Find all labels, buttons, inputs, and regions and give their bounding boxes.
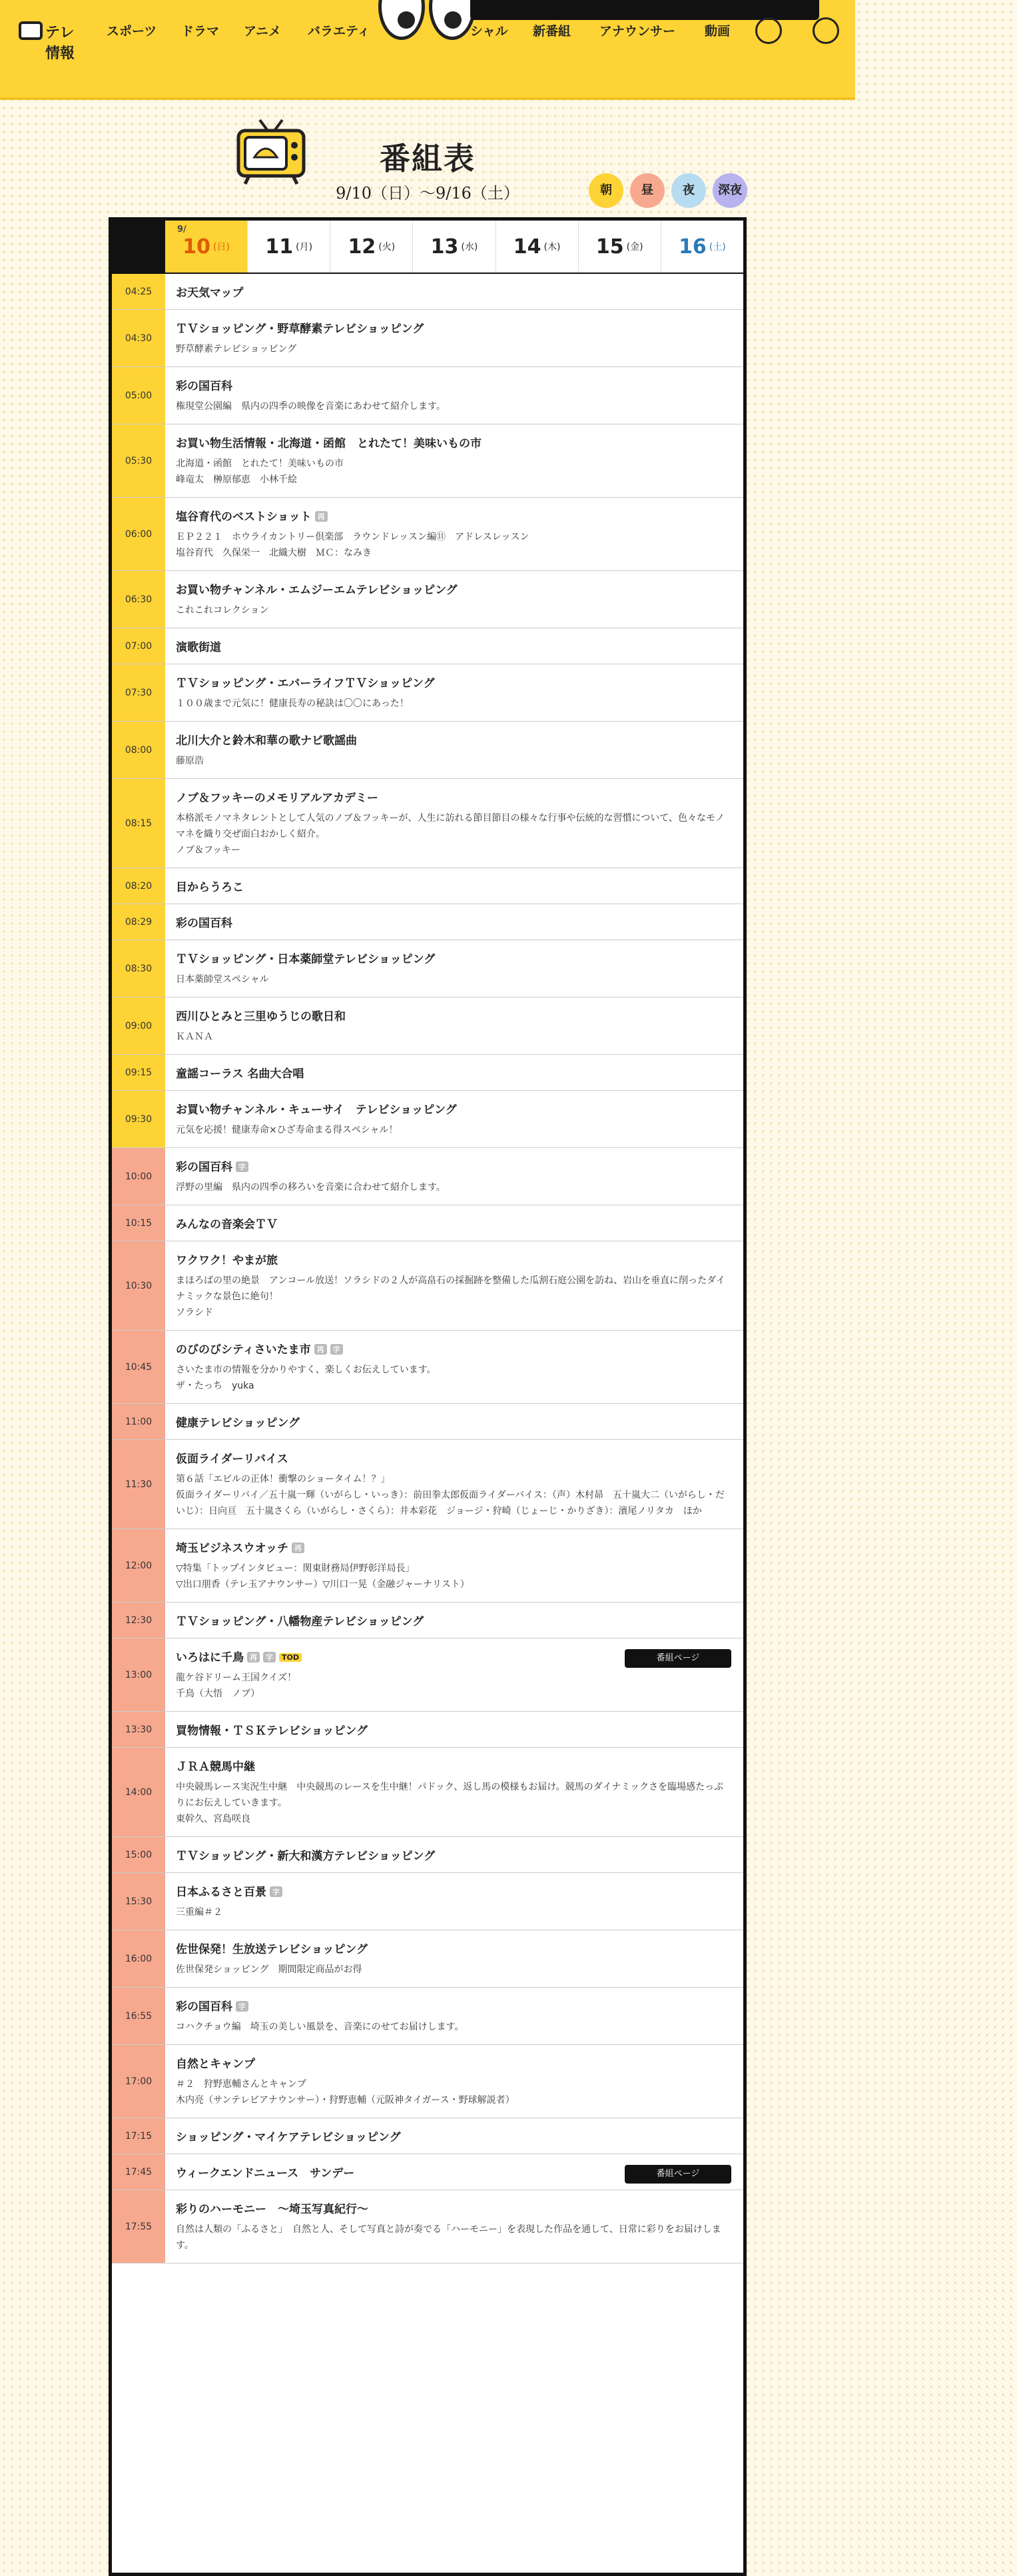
- program-title[interactable]: 佐世保発！生放送テレビショッピング: [176, 1943, 368, 1956]
- program-description: １００歳まで元気に！健康長寿の秘訣は〇〇にあった！: [176, 698, 409, 709]
- program-info: [165, 1837, 743, 1872]
- program-info: [165, 274, 743, 309]
- program-row[interactable]: [112, 1837, 743, 1873]
- program-time: 17:45: [112, 2154, 165, 2190]
- program-title[interactable]: 仮面ライダーリバイス: [176, 1453, 288, 1466]
- day-num: 15: [595, 235, 624, 259]
- program-description: 中央競馬レース実況生中継 中央競馬のレースを生中継！パドック、返し馬の模様もお届け。競馬のダイナミックさを臨場感たっぷりにお伝えしていきます。: [176, 1782, 724, 1808]
- program-description: 龍ケ谷ドリーム王国クイズ！: [176, 1672, 297, 1683]
- program-info: [165, 1529, 743, 1602]
- program-time: 16:55: [112, 1988, 165, 2044]
- chevron-left-icon[interactable]: ‹: [1012, 3, 1017, 17]
- program-row[interactable]: [112, 1529, 743, 1603]
- program-badge: 字: [270, 1886, 282, 1897]
- program-row[interactable]: [112, 1712, 743, 1748]
- program-description: 日本薬師堂スペシャル: [176, 974, 269, 985]
- program-time: 07:30: [112, 664, 165, 721]
- program-info: [165, 722, 743, 778]
- program-badge: 再: [314, 1344, 327, 1355]
- program-row[interactable]: [112, 498, 743, 571]
- program-time: 05:30: [112, 424, 165, 497]
- nav-announcers[interactable]: アナウンサー: [599, 24, 676, 39]
- day-num: 13: [430, 235, 459, 259]
- program-time: 13:30: [112, 1712, 165, 1747]
- program-badge: 字: [330, 1344, 343, 1355]
- program-title[interactable]: ＴＶショッピング・野草酵素テレビショッピング: [176, 322, 424, 336]
- program-description: 佐世保発ショッピング 期間限定商品がお得: [176, 1964, 362, 1975]
- program-list: [112, 274, 743, 2263]
- day-weekday: (日): [212, 242, 230, 253]
- program-description: 野草酵素テレビショッピング: [176, 344, 297, 354]
- program-time: 08:30: [112, 940, 165, 997]
- program-title[interactable]: 日本ふるさと百景: [176, 1886, 266, 1899]
- program-page-button[interactable]: 番組ページ: [625, 1649, 731, 1668]
- program-title[interactable]: ＪＲＡ競馬中継: [176, 1760, 255, 1774]
- program-info: [165, 779, 743, 868]
- program-description: コハクチョウ編 埼玉の美しい風景を、音楽にのせてお届けします。: [176, 2022, 464, 2032]
- program-row[interactable]: [112, 1404, 743, 1440]
- program-info: [165, 1331, 743, 1403]
- program-time: 11:30: [112, 1440, 165, 1529]
- program-row[interactable]: [112, 1930, 743, 1988]
- program-info: [165, 1638, 743, 1711]
- day-tabs: [112, 221, 743, 274]
- date-range: 9/10（日）〜9/16（土）: [336, 184, 519, 203]
- tod-noon-button[interactable]: 昼: [630, 173, 665, 208]
- program-description: 三重編＃２: [176, 1907, 222, 1918]
- program-row[interactable]: [112, 2154, 743, 2190]
- program-row[interactable]: [112, 904, 743, 940]
- program-time: 13:00: [112, 1638, 165, 1711]
- program-info: [165, 1603, 743, 1638]
- day-tab-14[interactable]: [496, 221, 579, 273]
- program-info: [165, 1055, 743, 1090]
- program-time: 06:30: [112, 571, 165, 628]
- program-title[interactable]: 健康テレビショッピング: [176, 1417, 300, 1430]
- tod-night-button[interactable]: 夜: [671, 173, 706, 208]
- program-info: [165, 2190, 743, 2263]
- program-description: これこれコレクション: [176, 605, 269, 616]
- mascot-eyes-icon: [378, 0, 478, 47]
- program-time: 07:00: [112, 628, 165, 664]
- program-description: 北海道・函館 とれたて！美味いもの市: [176, 458, 344, 469]
- program-description: 自然は人類の「ふるさと」 自然と人、そして写真と詩が奏でる「ハーモニー」を表現した作品を通して、日常に彩りをお届けします。: [176, 2224, 721, 2251]
- program-row[interactable]: [112, 722, 743, 779]
- program-time: 04:25: [112, 274, 165, 309]
- program-row[interactable]: [112, 1205, 743, 1241]
- program-time: 05:00: [112, 367, 165, 424]
- day-weekday: (火): [378, 242, 396, 253]
- program-time: 17:55: [112, 2190, 165, 2263]
- program-time: 17:15: [112, 2118, 165, 2154]
- program-description: 藤原浩: [176, 756, 204, 766]
- day-tab-16[interactable]: [661, 221, 743, 273]
- day-tab-11[interactable]: [248, 221, 330, 273]
- program-info: [165, 997, 743, 1054]
- program-description: ソラシド: [176, 1307, 213, 1318]
- program-title[interactable]: いろはに千鳥: [176, 1651, 244, 1664]
- program-row[interactable]: [112, 1091, 743, 1148]
- program-time: 06:00: [112, 498, 165, 570]
- program-title[interactable]: 彩の国百科: [176, 1161, 232, 1174]
- program-description: ノブ＆フッキー: [176, 845, 241, 856]
- program-time: 09:30: [112, 1091, 165, 1147]
- program-title[interactable]: 買物情報・ＴＳＫテレビショッピング: [176, 1724, 368, 1738]
- program-description: ＃２ 狩野恵輔さんとキャンプ: [176, 2079, 306, 2090]
- nav-videos[interactable]: 動画: [705, 24, 731, 39]
- tv-icon[interactable]: [755, 17, 782, 44]
- day-weekday: (月): [296, 242, 313, 253]
- program-row[interactable]: [112, 424, 743, 498]
- program-row[interactable]: [112, 274, 743, 310]
- program-title[interactable]: のびのびシティさいたま市: [176, 1343, 311, 1357]
- program-info: [165, 1440, 743, 1529]
- nav-variety[interactable]: バラエティ: [308, 24, 370, 39]
- program-row[interactable]: [112, 1873, 743, 1930]
- program-description: さいたま市の情報を分かりやすく、楽しくお伝えしています。: [176, 1365, 436, 1375]
- program-row[interactable]: [112, 1603, 743, 1638]
- nav-sports[interactable]: スポーツ: [107, 24, 157, 39]
- mascot-icon[interactable]: [813, 17, 839, 44]
- program-time: 11:00: [112, 1404, 165, 1439]
- program-title[interactable]: お買い物チャンネル・エムジーエムテレビショッピング: [176, 584, 458, 597]
- program-info: [165, 2154, 743, 2190]
- program-time: 10:45: [112, 1331, 165, 1403]
- program-title[interactable]: 塩谷育代のベストショット: [176, 510, 312, 524]
- program-title[interactable]: お買い物チャンネル・キューサイ テレビショッピング: [176, 1103, 457, 1117]
- program-row[interactable]: [112, 367, 743, 424]
- day-weekday: (木): [543, 242, 561, 253]
- nav-special[interactable]: シャル: [470, 24, 508, 39]
- program-title[interactable]: ノブ＆フッキーのメモリアルアカデミー: [176, 792, 378, 805]
- program-time: 16:00: [112, 1930, 165, 1987]
- program-title[interactable]: お天気マップ: [176, 287, 244, 300]
- program-info: [165, 498, 743, 570]
- logo-text: テレ情報: [45, 25, 75, 62]
- program-info: [165, 571, 743, 628]
- program-time: 04:30: [112, 310, 165, 366]
- program-badge: 再: [247, 1652, 260, 1662]
- program-row[interactable]: [112, 1055, 743, 1091]
- program-title[interactable]: 彩の国百科: [176, 917, 232, 930]
- program-info: [165, 1712, 743, 1747]
- program-title[interactable]: 演歌街道: [176, 641, 221, 654]
- program-row[interactable]: [112, 1988, 743, 2045]
- program-info: [165, 2118, 743, 2154]
- program-title[interactable]: 北川大介と鈴木和華の歌ナビ歌謡曲: [176, 734, 357, 748]
- program-info: [165, 367, 743, 424]
- program-row[interactable]: [112, 2118, 743, 2154]
- program-title[interactable]: 自然とキャンプ: [176, 2058, 255, 2071]
- program-info: [165, 310, 743, 366]
- day-weekday: (金): [626, 242, 643, 253]
- program-description: ザ・たっち yuka: [176, 1381, 254, 1391]
- program-description: 千鳥（大悟 ノブ）: [176, 1688, 260, 1699]
- title-area: [0, 107, 855, 213]
- day-tab-15[interactable]: [579, 221, 661, 273]
- program-title[interactable]: 埼玉ビジネスウオッチ: [176, 1542, 288, 1555]
- day-tab-12[interactable]: [330, 221, 413, 273]
- program-title[interactable]: ＴＶショッピング・エバーライフＴＶショッピング: [176, 677, 435, 690]
- program-description: まほろばの里の絶景 アンコール放送！ソラシドの２人が高畠石の採掘跡を整備した瓜割石庭公園を訪ね、岩山を垂直に削ったダイナミックな景色に絶句！: [176, 1275, 725, 1302]
- program-row[interactable]: [112, 1241, 743, 1331]
- program-badge: TOD: [279, 1653, 302, 1662]
- program-description: 第６話「エビルの正体！衝撃のショータイム！？」: [176, 1474, 390, 1485]
- program-title[interactable]: ワクワク！やまが旅: [176, 1254, 278, 1267]
- program-title[interactable]: ウィークエンドニュース サンデー: [176, 2167, 355, 2180]
- tv-logo-icon: [19, 21, 43, 40]
- program-description: 元気を応援！健康寿命×ひざ寿命まる得スペシャル！: [176, 1125, 398, 1135]
- program-title[interactable]: お買い物生活情報・北海道・函館 とれたて！美味いもの市: [176, 437, 482, 450]
- day-weekday: (土): [709, 242, 726, 253]
- day-tab-10[interactable]: [165, 221, 248, 273]
- program-description: 塩谷育代 久保栄一 北織大樹 ＭＣ：なみき: [176, 548, 372, 558]
- program-time: 08:29: [112, 904, 165, 940]
- program-title[interactable]: 西川ひとみと三里ゆうじの歌日和: [176, 1010, 346, 1023]
- program-badge: 字: [236, 1161, 248, 1172]
- program-info: [165, 1988, 743, 2044]
- program-row[interactable]: [112, 868, 743, 904]
- program-title[interactable]: ＴＶショッピング・八幡物産テレビショッピング: [176, 1615, 424, 1628]
- program-title[interactable]: 彩りのハーモニー 〜埼玉写真紀行〜: [176, 2203, 368, 2216]
- program-badge: 再: [315, 511, 328, 522]
- program-row[interactable]: [112, 2190, 743, 2263]
- program-time: 14:00: [112, 1748, 165, 1836]
- program-badge: 再: [292, 1543, 304, 1553]
- program-time: 09:15: [112, 1055, 165, 1090]
- day-num: 16: [679, 235, 707, 259]
- program-time: 10:15: [112, 1205, 165, 1241]
- nav-new-programs[interactable]: 新番組: [533, 24, 571, 39]
- program-title[interactable]: みんなの音楽会ＴＶ: [176, 1218, 278, 1231]
- program-info: [165, 1748, 743, 1836]
- day-weekday: (水): [461, 242, 478, 253]
- program-info: [165, 664, 743, 721]
- program-badge: 字: [263, 1652, 276, 1662]
- day-month: 9/: [177, 225, 186, 235]
- day-num: 12: [348, 235, 376, 259]
- program-info: [165, 1873, 743, 1930]
- program-title[interactable]: 目からうろこ: [176, 881, 244, 894]
- program-info: [165, 868, 743, 904]
- program-info: [165, 1404, 743, 1439]
- program-row[interactable]: [112, 779, 743, 868]
- program-row[interactable]: [112, 1331, 743, 1404]
- program-title[interactable]: ＴＶショッピング・日本薬師堂テレビショッピング: [176, 953, 436, 966]
- program-schedule: [109, 217, 747, 2576]
- day-num: 14: [513, 235, 541, 259]
- program-title[interactable]: ショッピング・マイケアテレビショッピング: [176, 2131, 401, 2144]
- program-row[interactable]: [112, 1148, 743, 1205]
- program-info: [165, 2045, 743, 2118]
- program-row[interactable]: [112, 2045, 743, 2118]
- program-description: 仮面ライダーリバイ／五十嵐一輝（いがらし・いっき）：前田拳太郎仮面ライダーバイス：（声）木村昴 五十嵐大二（いがらし・だいじ）：日向亘 五十嵐さくら（いがらし・さくら）：井本彩花 ジョージ・狩崎（じょーじ・かりざき）：濱尾ノリタカ ほか: [176, 1490, 725, 1517]
- program-row[interactable]: [112, 571, 743, 628]
- program-time: 08:15: [112, 779, 165, 868]
- program-info: [165, 1241, 743, 1330]
- program-title[interactable]: ＴＶショッピング・新大和漢方テレビショッピング: [176, 1850, 436, 1863]
- program-description: ▽特集「トップインタビュー：関東財務局伊野彰洋局長」: [176, 1563, 415, 1574]
- program-time: 12:00: [112, 1529, 165, 1602]
- nav-drama[interactable]: ドラマ: [181, 24, 220, 39]
- program-time: 15:30: [112, 1873, 165, 1930]
- program-time: 08:20: [112, 868, 165, 904]
- site-logo[interactable]: [19, 12, 85, 62]
- program-time: 15:00: [112, 1837, 165, 1872]
- program-row[interactable]: [112, 628, 743, 664]
- program-description: ＫＡＮＡ: [176, 1031, 213, 1042]
- program-info: [165, 424, 743, 497]
- program-description: 木内亮（サンテレビアナウンサー）・狩野恵輔（元阪神タイガース・野球解説者）: [176, 2095, 515, 2106]
- program-time: 10:30: [112, 1241, 165, 1330]
- program-info: [165, 904, 743, 940]
- program-time: 12:30: [112, 1603, 165, 1638]
- program-time: 10:00: [112, 1148, 165, 1205]
- program-row[interactable]: [112, 1440, 743, 1529]
- program-info: [165, 628, 743, 664]
- program-time: 08:00: [112, 722, 165, 778]
- program-row[interactable]: [112, 310, 743, 367]
- program-info: [165, 1930, 743, 1987]
- program-row[interactable]: [112, 1748, 743, 1837]
- program-row[interactable]: [112, 664, 743, 722]
- program-title[interactable]: 彩の国百科: [176, 380, 232, 393]
- tod-late-night-button[interactable]: 深夜: [713, 173, 747, 208]
- day-tab-13[interactable]: [413, 221, 496, 273]
- program-info: [165, 940, 743, 997]
- program-description: ＥＰ２２１ ホウライカントリー倶楽部 ラウンドレッスン編⑪ アドレスレッスン: [176, 532, 529, 542]
- program-time: 09:00: [112, 997, 165, 1054]
- program-row[interactable]: [112, 940, 743, 997]
- program-info: [165, 1091, 743, 1147]
- program-description: 浮野の里編 県内の四季の移ろいを音楽に合わせて紹介します。: [176, 1182, 446, 1193]
- program-page-button[interactable]: 番組ページ: [625, 2165, 731, 2184]
- program-description: 権現堂公園編 県内の四季の映像を音楽にあわせて紹介します。: [176, 401, 446, 412]
- nav-anime[interactable]: アニメ: [244, 24, 282, 39]
- program-info: [165, 1205, 743, 1241]
- program-description: 東幹久、宮島咲良: [176, 1814, 250, 1824]
- program-title[interactable]: 童謡コーラス 名曲大合唱: [176, 1067, 304, 1081]
- program-description: 本格派モノマネタレントとして人気のノブ＆フッキーが、人生に訪れる節目節目の様々な行事や伝統的な習慣について、色々なモノマネを織り交ぜ面白おかしく紹介。: [176, 813, 725, 840]
- program-row[interactable]: [112, 1638, 743, 1712]
- program-info: [165, 1148, 743, 1205]
- program-description: ▽出口朋香（テレ玉アナウンサー）▽川口一晃（金融ジャーナリスト）: [176, 1579, 470, 1590]
- program-time: 17:00: [112, 2045, 165, 2118]
- site-header: [0, 0, 1017, 100]
- day-num: 10: [182, 235, 210, 259]
- tod-morning-button[interactable]: 朝: [589, 173, 623, 208]
- program-badge: 字: [236, 2001, 248, 2012]
- page-title: 番組表: [380, 141, 476, 177]
- day-num: 11: [265, 235, 294, 259]
- program-description: 峰竜太 榊原郁恵 小林千絵: [176, 474, 297, 485]
- program-title[interactable]: 彩の国百科: [176, 2000, 232, 2014]
- program-row[interactable]: [112, 997, 743, 1055]
